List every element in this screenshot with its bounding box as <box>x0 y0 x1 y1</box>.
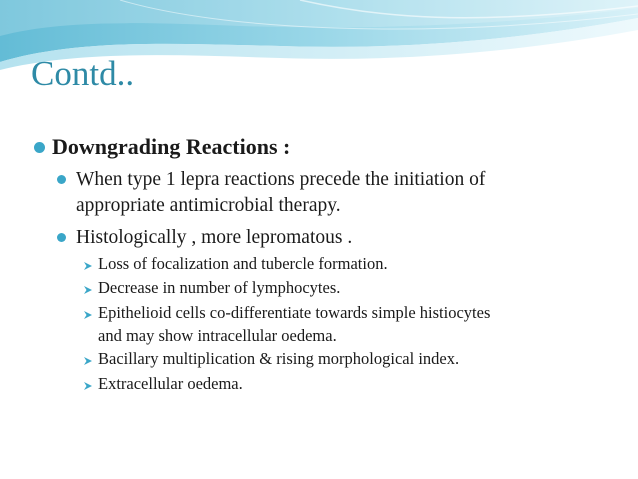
round-bullet-icon <box>57 233 66 242</box>
round-bullet-icon <box>34 142 45 153</box>
level3-item-line: Epithelioid cells co-differentiate towards simple histiocytes <box>98 303 491 322</box>
arrow-bullet-icon <box>83 261 93 271</box>
slide-title: Contd.. <box>31 54 135 93</box>
level3-item-line: Extracellular oedema. <box>98 374 243 393</box>
level3-item-line: Decrease in number of lymphocytes. <box>98 278 341 297</box>
level3-item-line: Bacillary multiplication & rising morphological index. <box>98 349 460 368</box>
level2-item-line: When type 1 lepra reactions precede the initiation of <box>76 169 486 190</box>
level2-item-line: Histologically , more lepromatous . <box>76 227 353 248</box>
arrow-bullet-icon <box>83 356 93 366</box>
arrow-bullet-icon <box>83 310 93 320</box>
arrow-bullet-icon <box>83 381 93 391</box>
level3-item-line: Loss of focalization and tubercle formation. <box>98 254 388 273</box>
level2-item-line: appropriate antimicrobial therapy. <box>76 195 341 216</box>
level3-item-line: and may show intracellular oedema. <box>98 326 337 345</box>
round-bullet-icon <box>57 175 66 184</box>
arrow-bullet-icon <box>83 285 93 295</box>
level1-heading: Downgrading Reactions : <box>52 134 291 159</box>
